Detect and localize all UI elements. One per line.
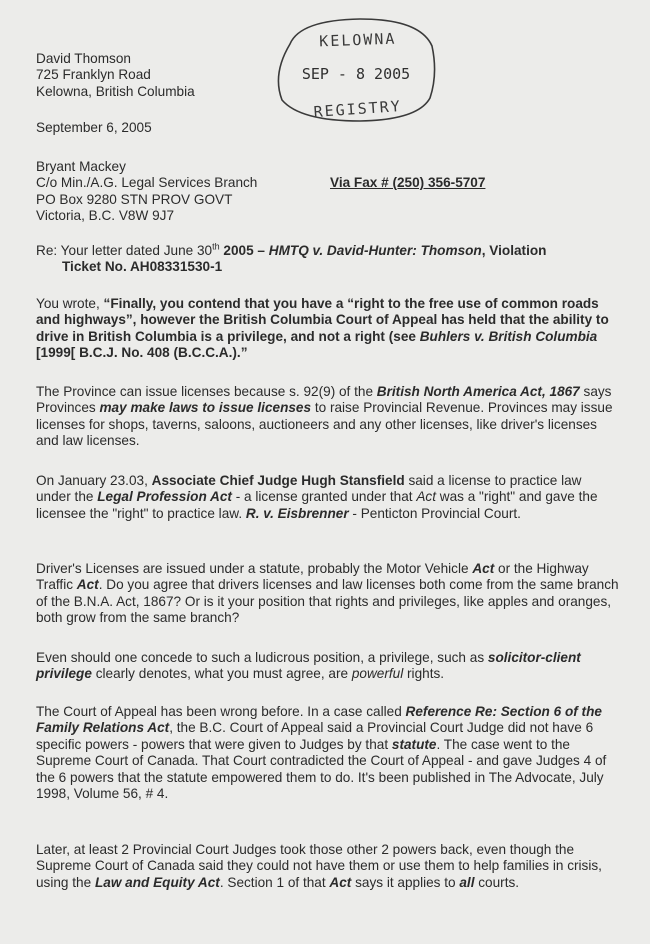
re-sup: th (212, 241, 220, 252)
paragraph-4 (36, 561, 620, 627)
p2-b: says Provinces (36, 384, 612, 416)
p7-d: courts. (474, 874, 520, 890)
recipient-address (36, 159, 636, 225)
p2-may: may make laws to issue licenses (99, 400, 312, 416)
sender-name: David Thomson (36, 51, 131, 66)
p4-a: Driver's Licenses are issued under a statute, probably the Motor Vehicle (36, 561, 473, 576)
p3-b: said a license to practice law under the (36, 473, 582, 505)
p4-act2: Act (76, 577, 99, 593)
p3-d: was a "right" and gave the licensee the "right" to practice law. (36, 489, 598, 521)
p7-all: all (459, 874, 475, 890)
re-ticket: Ticket No. AH08331530-1 (62, 259, 223, 275)
p1-cite: [1999[ B.C.J. No. 408 (B.C.C.A.).” (36, 345, 248, 361)
p3-act2: Act (416, 489, 436, 505)
p7-a: Later, at least 2 Provincial Court Judges took those other 2 powers back, even though the Supreme Court of Canada said they could not have them or use them to help families in crisis, using the (36, 842, 602, 890)
recipient-line1: C/o Min./A.G. Legal Services Branch (36, 175, 258, 191)
re-case: HMTQ v. David-Hunter: Thomson (268, 243, 482, 258)
paragraph-6 (36, 704, 620, 802)
sender-city: Kelowna, British Columbia (36, 83, 195, 99)
p3-case: R. v. Eisbrenner (245, 505, 349, 521)
p5-c: rights. (403, 666, 445, 682)
p3-a: On January 23.03, (36, 473, 152, 488)
p7-b: . Section 1 of that (219, 874, 330, 890)
p3-c: - a license granted under that (231, 489, 417, 505)
p6-reference: Reference Re: Section 6 of the Family Relations Act (36, 704, 602, 736)
p5-powerful: powerful (351, 666, 404, 682)
p4-c: . Do you agree that drivers licenses and law licenses both come from the same branch of the B.N.A. Act, 1867? Or is it your position that rights and privileges, like apples and oranges, both grow from the same branch? (36, 577, 619, 626)
recipient-name: Bryant Mackey (36, 159, 126, 174)
p7-act: Law and Equity Act (94, 874, 220, 890)
p4-act: Act (472, 561, 495, 576)
paragraph-1 (36, 296, 620, 362)
p3-judge: Associate Chief Judge Hugh Stansfield (151, 473, 405, 488)
registry-stamp (270, 14, 440, 122)
p1-intro: You wrote, (36, 296, 104, 311)
p2-a: The Province can issue licenses because s. 92(9) of the (36, 384, 377, 399)
paragraph-5 (36, 650, 620, 683)
p3-act: Legal Profession Act (97, 489, 232, 505)
stamp-bottom-text: REGISTRY (313, 96, 403, 122)
stamp-top-text: KELOWNA (318, 29, 397, 51)
p2-c: to raise Provincial Revenue. Provinces may issue licenses for shops, taverns, saloons, auctioneers and any other licenses, like driver's licenses and law licenses. (36, 400, 613, 449)
recipient-line2: PO Box 9280 STN PROV GOVT (36, 191, 233, 207)
p6-statute: statute (391, 736, 437, 752)
p5-a: Even should one concede to such a ludicrous position, a privilege, such as (36, 650, 488, 665)
p1-quote: “Finally, you contend that you have a “right to the free use of common roads and highways”, however the British Columbia Court of Appeal has held that the ability to drive in British Columbia is a privilege, and not a right (see (36, 296, 609, 344)
paragraph-3 (36, 473, 620, 522)
paragraph-7 (36, 842, 620, 891)
p5-b: clearly denotes, what you must agree, are (91, 666, 352, 682)
p6-a: The Court of Appeal has been wrong before. In a case called (36, 704, 406, 719)
p7-act2: Act (329, 874, 352, 890)
p6-c: . The case went to the Supreme Court of Canada. That Court contradicted the Court of Appeal - and gave Judges 4 of the 6 powers that the statute empowered them to do. It's been published in The Advocate, July 1998, Volume 56, # 4. (36, 736, 607, 802)
letter-date-block (36, 120, 636, 136)
p2-act: British North America Act, 1867 (376, 384, 580, 399)
paragraph-2 (36, 384, 620, 450)
stamp-seal (270, 14, 440, 122)
p1-case: Buhlers v. British Columbia (419, 328, 598, 344)
re-prefix: Re: Your letter dated June 30 (36, 243, 213, 258)
stamp-date: SEP - 8 2005 (301, 65, 411, 83)
p7-c: says it applies to (351, 874, 460, 890)
letter-date: September 6, 2005 (36, 120, 152, 135)
sender-street: 725 Franklyn Road (36, 67, 151, 83)
p5-privilege: solicitor-client privilege (36, 650, 581, 682)
p6-b: , the B.C. Court of Appeal said a Provincial Court Judge did not have 6 specific powers - powers that were given to Judges by that (36, 720, 594, 752)
p3-e: - Penticton Provincial Court. (348, 505, 521, 521)
p4-b: or the Highway Traffic (36, 561, 589, 593)
fax-number: Via Fax # (250) 356-5707 (330, 175, 486, 190)
re-line (36, 243, 620, 276)
re-year: 2005 – (219, 243, 269, 258)
re-tail: , Violation (481, 243, 547, 258)
recipient-line3: Victoria, B.C. V8W 9J7 (36, 208, 175, 224)
